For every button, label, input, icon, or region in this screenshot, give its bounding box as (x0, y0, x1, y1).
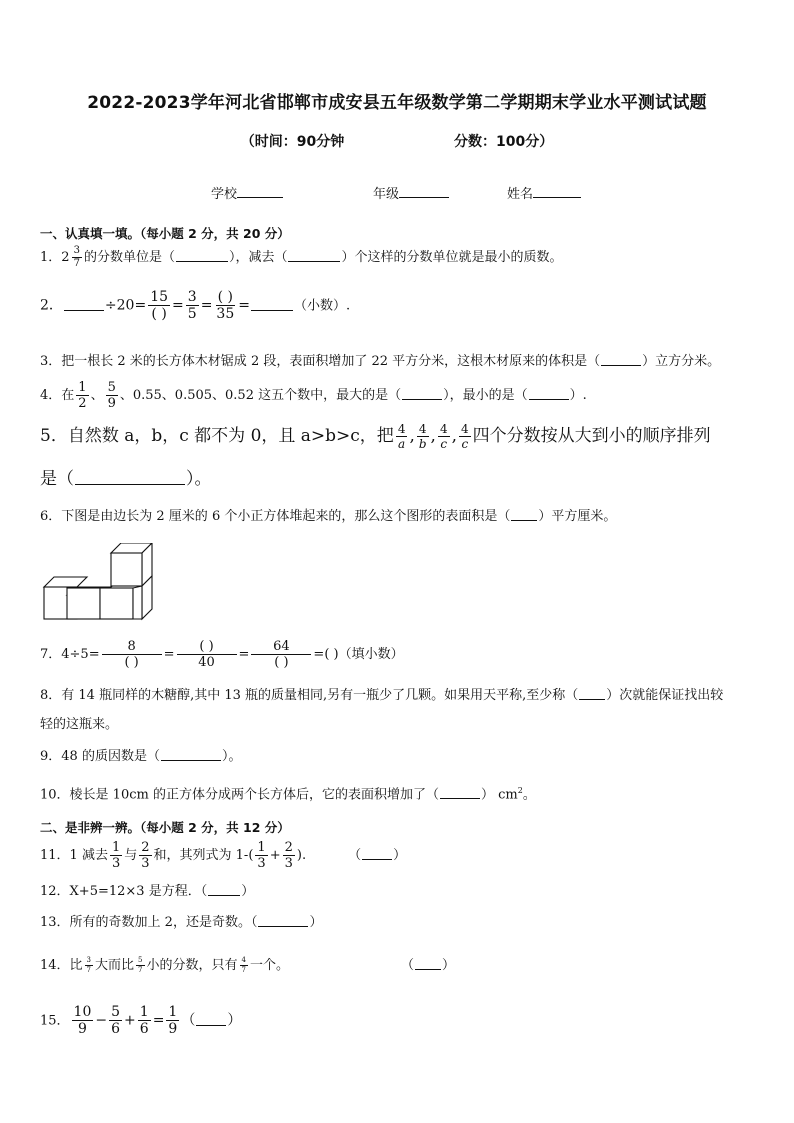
q1-blank-1[interactable] (176, 249, 228, 262)
q14-fraction-1: $\frac{3}{7}$ (86, 956, 92, 974)
q7-tail: =( )（填小数） (313, 647, 404, 662)
q4-number: 4．在 (40, 388, 75, 403)
q5-text-a: 5．自然数 a，b，c 都不为 0，且 a>b>c，把 (40, 426, 394, 446)
question-2 (40, 290, 350, 321)
question-6 (40, 508, 616, 526)
q1-text-b: ），减去（ (228, 250, 288, 265)
q15-paren-close: ） (227, 1012, 242, 1029)
q7-eq-2: = (238, 647, 250, 662)
school-label: 学校 (211, 187, 238, 202)
q2-fraction-1: $\frac{15}{( )}$ (150, 289, 169, 322)
q9-text-a: 9．48 的质因数是（ (40, 749, 160, 764)
q5-blank[interactable] (75, 472, 185, 485)
question-5 (40, 423, 711, 450)
q14-text-d: 一个。 (249, 958, 289, 973)
q10-text-b: ） cm (480, 787, 518, 803)
q11-blank[interactable] (362, 847, 392, 860)
section-1-heading: 一、认真填一填。（每小题 2 分，共 20 分） (40, 226, 290, 241)
question-14 (40, 957, 455, 975)
section-2-heading: 二、是非辨一辨。（每小题 2 分，共 12 分） (40, 820, 290, 835)
back-cube-top (44, 577, 87, 587)
q5-fraction-c1: $\frac{4}{c}$ (439, 422, 448, 451)
q5-comma-1: , (409, 426, 415, 446)
q14-paren-open: （ (401, 958, 415, 973)
q10-text-c: 。 (522, 787, 536, 803)
question-7 (40, 640, 404, 669)
q2-fraction-2: $\frac{3}{5}$ (187, 289, 197, 322)
q4-sep: 、 (90, 388, 104, 403)
q5-text-b: 四个分数按从大到小的顺序排列 (472, 426, 711, 446)
q5-comma-2: , (430, 426, 436, 446)
q1-mixed-whole: 2 (61, 250, 70, 265)
question-1 (40, 246, 562, 269)
q11-fraction-2: $\frac{2}{3}$ (141, 840, 150, 871)
q11-fraction-1: $\frac{1}{3}$ (111, 840, 121, 871)
q6-text: 6．下图是由边长为 2 厘米的 6 个小正方体堆起来的，那么这个图形的表面积是（ (40, 509, 511, 524)
q2-blank-1[interactable] (64, 298, 104, 311)
front-cube-2-side (133, 586, 142, 619)
q8-text-b: ）次就能保证找出较 (606, 688, 724, 703)
time-limit: （时间：90分钟 (240, 134, 345, 150)
q5-comma-3: , (451, 426, 457, 446)
q11-paren-close: ） (393, 848, 407, 863)
q2-op: ÷20= (104, 297, 147, 314)
question-8 (40, 687, 723, 705)
q6-tail: ）平方厘米。 (538, 509, 617, 524)
q6-blank[interactable] (511, 508, 537, 521)
q4-text-c: ）. (569, 388, 587, 403)
q15-fraction-2: $\frac{5}{6}$ (111, 1004, 121, 1037)
q10-text-a: 10．棱长是 10cm 的正方体分成两个长方体后，它的表面积增加了（ (40, 787, 439, 803)
q4-text: 、0.55、0.505、0.52 这五个数中，最大的是（ (119, 388, 402, 403)
q14-paren-close: ） (442, 958, 456, 973)
q7-text-a: 7．4÷5= (40, 647, 100, 662)
q4-fraction-1: $\frac{1}{2}$ (78, 380, 87, 411)
q1-fraction: $\frac{3}{7}$ (73, 245, 80, 269)
q3-blank[interactable] (601, 353, 641, 366)
name-label: 姓名 (507, 187, 534, 202)
q3-tail: ）立方分米。 (642, 354, 721, 369)
cube-front-face (111, 553, 142, 586)
question-10 (40, 785, 536, 805)
exam-subtitle (0, 131, 794, 151)
q15-fraction-4: $\frac{1}{9}$ (168, 1004, 178, 1037)
q15-number: 15． (40, 1013, 70, 1029)
q5-fraction-b: $\frac{4}{b}$ (418, 422, 427, 451)
q7-fraction-3: $\frac{64}{( )}$ (251, 640, 311, 669)
total-score: 分数：100分） (454, 134, 554, 150)
q1-blank-2[interactable] (288, 249, 340, 262)
q5-fraction-c2: $\frac{4}{c}$ (461, 422, 469, 451)
q8-text-a: 8．有 14 瓶同样的木糖醇,其中 13 瓶的质量相同,另有一瓶少了几颗。如果用天平称,至少称（ (40, 688, 579, 703)
q15-minus: − (95, 1012, 108, 1029)
page-title: 2022-2023学年河北省邯郸市成安县五年级数学第二学期期末学业水平测试试题 (87, 93, 707, 113)
q12-text-b: ） (241, 884, 255, 899)
q2-eq-3: = (238, 297, 250, 314)
q9-text-b: ）。 (221, 749, 242, 764)
q11-fraction-4: $\frac{2}{3}$ (284, 840, 293, 871)
q7-fraction-2: $\frac{( )}{40}$ (177, 640, 237, 669)
q4-fraction-2: $\frac{5}{9}$ (107, 380, 116, 411)
question-8-line-2: 轻的这瓶来。 (40, 717, 119, 732)
q11-close: ). (296, 848, 307, 863)
q12-text-a: 12．X+5=12×3 是方程．（ (40, 884, 208, 899)
q2-fraction-3: $\frac{( )}{35}$ (216, 289, 235, 322)
q13-blank[interactable] (258, 914, 308, 927)
q12-blank[interactable] (208, 883, 240, 896)
q3-text: 3．把一根长 2 米的长方体木材锯成 2 段，表面积增加了 22 平方分米，这根木材原来的体积是（ (40, 354, 601, 369)
q14-blank[interactable] (415, 957, 441, 970)
name-field[interactable] (507, 183, 581, 202)
q7-fraction-1: $\frac{8}{( )}$ (102, 640, 162, 669)
front-cube-2 (100, 588, 133, 619)
q15-blank[interactable] (196, 1013, 226, 1026)
q5-text-d: ）。 (186, 469, 212, 489)
question-12 (40, 883, 254, 901)
q2-tail: （小数）. (293, 298, 351, 314)
q15-plus: + (124, 1012, 136, 1029)
question-11 (40, 841, 406, 870)
q1-number: 1． (40, 250, 62, 265)
q1-text-a: 的分数单位是（ (83, 250, 175, 265)
grade-field[interactable] (373, 183, 449, 202)
q11-fraction-3: $\frac{1}{3}$ (257, 840, 266, 871)
school-field[interactable] (211, 183, 283, 202)
question-13 (40, 914, 322, 932)
q1-text-c: ）个这样的分数单位就是最小的质数。 (341, 250, 563, 265)
q7-eq-1: = (163, 647, 175, 662)
q10-superscript: 2 (517, 786, 523, 795)
grade-label: 年级 (373, 187, 400, 202)
q14-text-c: 小的分数，只有 (146, 958, 238, 973)
q14-text-a: 14．比 (40, 958, 83, 973)
q11-paren-open: （ (348, 848, 362, 863)
q15-fraction-1: $\frac{10}{9}$ (73, 1004, 92, 1037)
question-3 (40, 353, 720, 371)
q2-eq-1: = (172, 297, 184, 314)
q2-eq-2: = (200, 297, 213, 314)
question-5-line-2 (40, 468, 212, 492)
q4-blank-1[interactable] (402, 387, 442, 400)
q11-plus: + (269, 848, 281, 863)
q8-blank[interactable] (579, 687, 605, 700)
q13-text-a: 13．所有的奇数加上 2，还是奇数。（ (40, 915, 258, 930)
q9-blank[interactable] (161, 748, 221, 761)
q14-text-b: 大而比 (95, 958, 135, 973)
question-4 (40, 381, 587, 410)
q2-number: 2． (40, 297, 63, 314)
q4-text-b: ），最小的是（ (443, 388, 528, 403)
q15-fraction-3: $\frac{1}{6}$ (139, 1004, 149, 1037)
q5-text-c: 是（ (40, 469, 74, 489)
q13-text-b: ） (309, 915, 323, 930)
question-9 (40, 748, 241, 766)
q4-blank-2[interactable] (529, 387, 569, 400)
q11-text-c: 和，其列式为 1-( (153, 848, 254, 863)
cube-stack-figure (42, 543, 158, 623)
q10-blank[interactable] (440, 786, 480, 799)
q11-text-b: 与 (124, 848, 138, 863)
q14-fraction-3: $\frac{4}{7}$ (241, 956, 246, 974)
front-cube-1 (67, 588, 100, 619)
q15-paren-open: （ (181, 1012, 196, 1029)
q2-blank-2[interactable] (251, 298, 293, 311)
q14-fraction-2: $\frac{5}{7}$ (138, 956, 143, 974)
q11-text-a: 11．1 减去 (40, 848, 108, 863)
q15-eq: = (152, 1012, 165, 1029)
q5-fraction-a: $\frac{4}{a}$ (397, 422, 406, 451)
question-15 (40, 1005, 241, 1036)
